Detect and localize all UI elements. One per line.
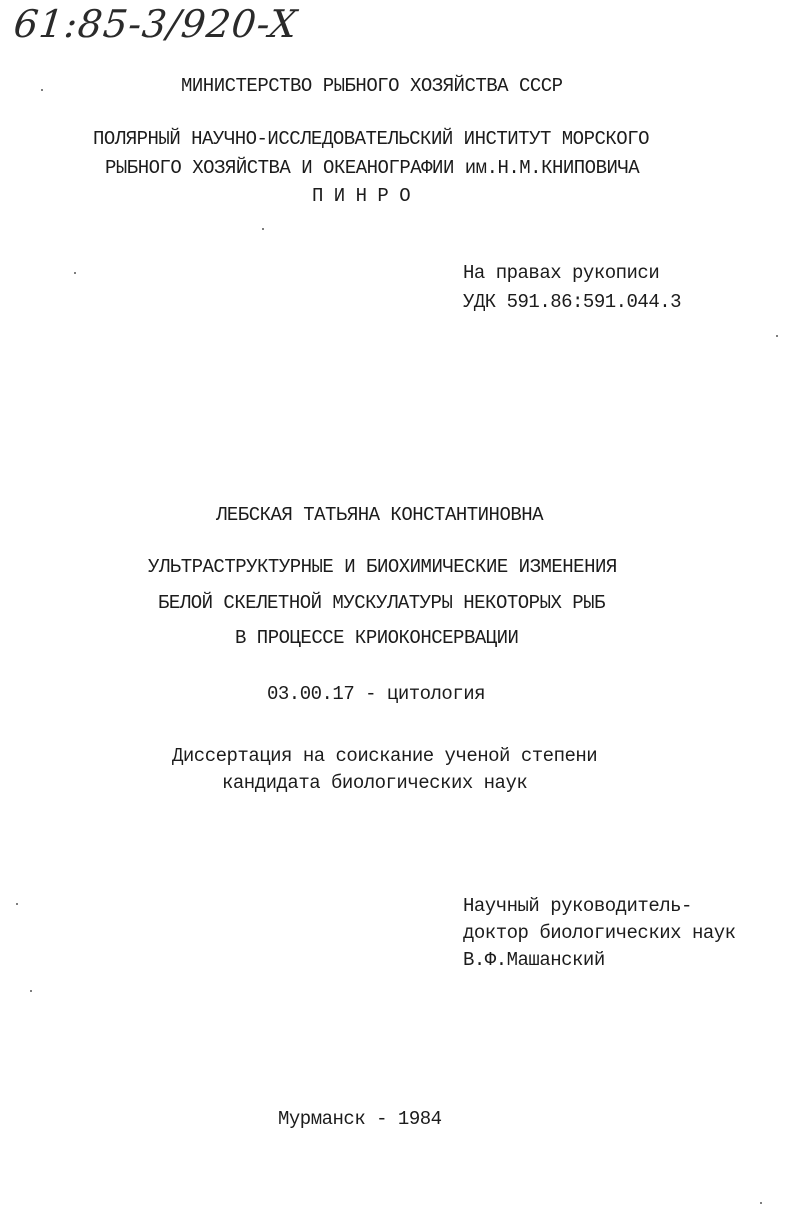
- ministry-heading: МИНИСТЕРСТВО РЫБНОГО ХОЗЯЙСТВА СССР: [181, 75, 563, 97]
- institute-name-line1: ПОЛЯРНЫЙ НАУЧНО-ИССЛЕДОВАТЕЛЬСКИЙ ИНСТИТУТ МОРСКОГО: [93, 128, 649, 150]
- scan-speck: [776, 335, 778, 337]
- thesis-title-line1: УЛЬТРАСТРУКТУРНЫЕ И БИОХИМИЧЕСКИЕ ИЗМЕНЕНИЯ: [148, 556, 617, 578]
- scan-speck: [41, 89, 43, 91]
- specialty-code: 03.00.17 - цитология: [267, 683, 486, 705]
- place-and-year: Мурманск - 1984: [278, 1108, 442, 1130]
- supervisor-degree: доктор биологических наук: [463, 922, 736, 944]
- udc-code: УДК 591.86:591.044.3: [463, 291, 682, 313]
- scan-speck: [30, 990, 32, 992]
- scan-speck: [16, 903, 18, 905]
- author-name: ЛЕБСКАЯ ТАТЬЯНА КОНСТАНТИНОВНА: [216, 504, 544, 526]
- institute-abbreviation: П И Н Р О: [312, 185, 411, 207]
- manuscript-rights-note: На правах рукописи: [463, 262, 660, 284]
- institute-name-line2: РЫБНОГО ХОЗЯЙСТВА И ОКЕАНОГРАФИИ им.Н.М.КНИПОВИЧА: [105, 157, 640, 179]
- supervisor-role: Научный руководитель-: [463, 895, 692, 917]
- thesis-title-line3: В ПРОЦЕССЕ КРИОКОНСЕРВАЦИИ: [235, 627, 519, 649]
- supervisor-name: В.Ф.Машанский: [463, 949, 605, 971]
- scan-speck: [760, 1202, 762, 1204]
- scan-speck: [74, 272, 76, 274]
- degree-line2: кандидата биологических наук: [222, 772, 528, 794]
- scan-speck: [262, 228, 264, 230]
- thesis-title-line2: БЕЛОЙ СКЕЛЕТНОЙ МУСКУЛАТУРЫ НЕКОТОРЫХ РЫБ: [158, 592, 605, 614]
- archive-handwritten-mark: 61:85-3/920-X: [11, 2, 300, 46]
- degree-line1: Диссертация на соискание ученой степени: [172, 745, 598, 767]
